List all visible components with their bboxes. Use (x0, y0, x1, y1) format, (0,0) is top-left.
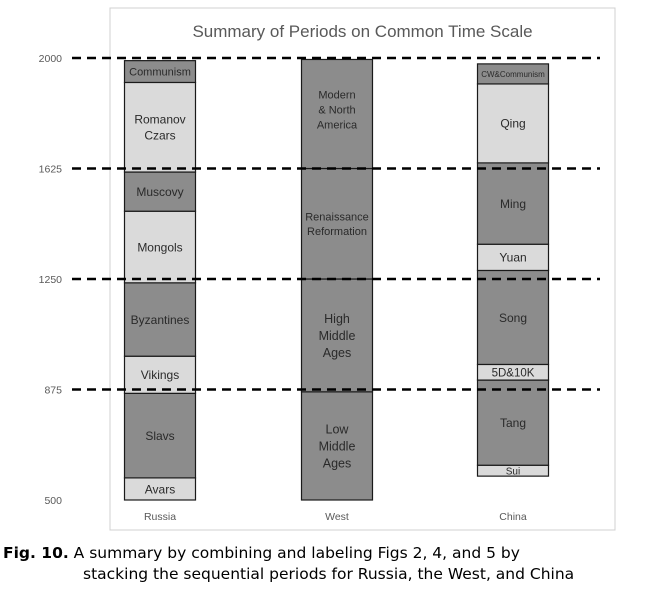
y-tick-label: 1250 (38, 274, 62, 286)
period-label: Song (498, 310, 528, 325)
period-label: CW&Communism (481, 69, 545, 79)
caption-text-1: A summary by combining and labeling Figs 2, 4, and 5 by (68, 544, 520, 562)
caption-figure-label: Fig. 10. (3, 544, 69, 562)
period-label: Byzantines (130, 312, 190, 327)
period-label: Romanov Czars (134, 112, 186, 143)
period-label: Mongols (137, 240, 183, 255)
period-label: Ming (499, 196, 527, 211)
x-category-label: China (499, 511, 527, 523)
period-label: Sui (505, 466, 521, 478)
period-label: High Middle Ages (318, 312, 356, 360)
period-label: Yuan (499, 250, 527, 265)
period-label: Avars (144, 482, 176, 497)
caption-line-1 (3, 543, 520, 563)
period-label: 5D&10K (491, 367, 535, 380)
period-label: Slavs (145, 428, 175, 443)
period-label: Communism (129, 66, 191, 79)
period-segment (125, 82, 196, 172)
x-category-label: West (325, 511, 349, 523)
period-label: Tang (499, 415, 527, 430)
y-tick-label: 500 (44, 495, 62, 507)
period-label: Qing (500, 116, 526, 131)
y-tick-label: 875 (44, 384, 62, 397)
period-label: Vikings (140, 368, 180, 383)
period-segment (302, 169, 373, 280)
caption-line-2: stacking the sequential periods for Russia, the West, and China (83, 565, 575, 583)
period-label: Low Middle Ages (318, 422, 356, 471)
y-tick-label: 2000 (38, 53, 62, 65)
period-label: Muscovy (136, 184, 184, 199)
x-category-label: Russia (143, 511, 177, 523)
period-label: Renaissance Reformation (305, 211, 369, 239)
y-tick-label: 1625 (38, 163, 62, 176)
period-label: Modern & North America (316, 89, 358, 132)
chart-title: Summary of Periods on Common Time Scale (192, 22, 533, 41)
